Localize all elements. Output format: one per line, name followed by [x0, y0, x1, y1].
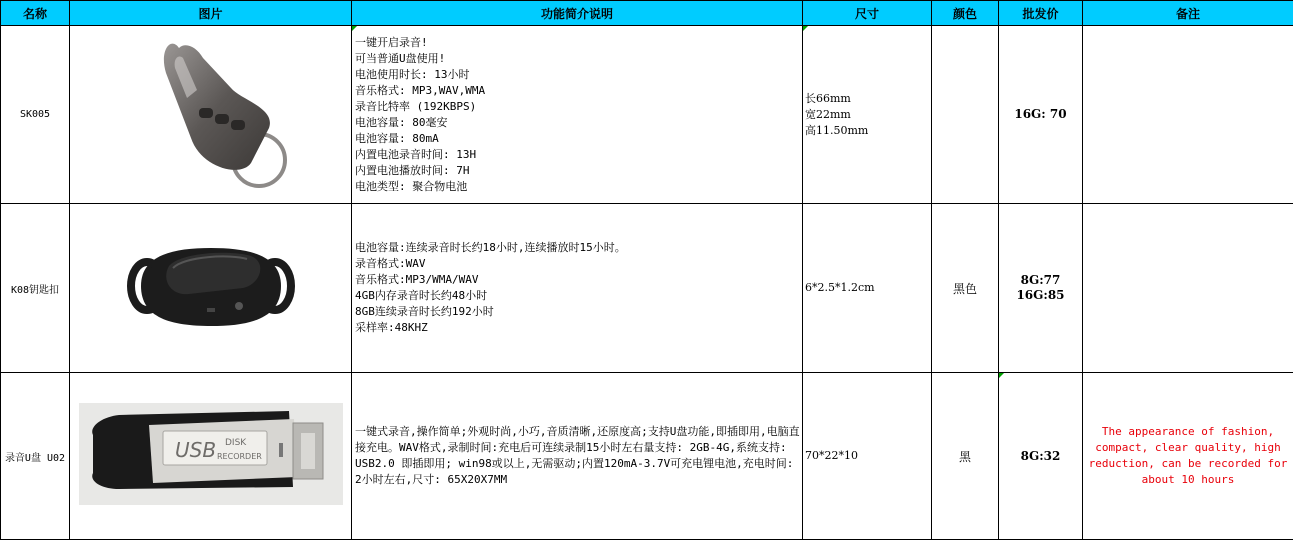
desc-line: 内置电池播放时间: 7H — [355, 163, 802, 179]
product-name-cell[interactable] — [1, 26, 70, 204]
color-cell[interactable] — [932, 373, 999, 540]
header-color: 颜色 — [932, 1, 999, 26]
desc-line: 录音比特率 (192KBPS) — [355, 99, 802, 115]
size-line: 宽22mm — [805, 107, 931, 123]
product-name: SK005 — [20, 109, 50, 120]
comment-marker — [803, 26, 808, 31]
recorder-label: RECORDER — [217, 452, 262, 461]
desc-line: 音乐格式: MP3,WAV,WMA — [355, 83, 802, 99]
product-image-cell[interactable] — [70, 204, 352, 373]
price-line: 16G:85 — [999, 288, 1082, 303]
note-cell[interactable] — [1083, 373, 1293, 540]
desc-line: 电池类型: 聚合物电池 — [355, 179, 802, 195]
comment-marker — [352, 26, 357, 31]
header-price: 批发价 — [999, 1, 1083, 26]
color-cell[interactable] — [932, 204, 999, 373]
product-image-cell[interactable] — [70, 373, 352, 540]
header-row — [1, 1, 1293, 26]
note-cell[interactable] — [1083, 26, 1293, 204]
product-name-cell[interactable] — [1, 204, 70, 373]
price-line: 8G:77 — [999, 273, 1082, 288]
desc-line: 录音格式:WAV — [355, 256, 802, 272]
size-cell[interactable] — [803, 26, 932, 204]
product-image-cell[interactable] — [70, 26, 352, 204]
usb-disk-recorder-icon — [79, 403, 343, 505]
price-line: 8G:32 — [999, 449, 1082, 464]
product-name-cell[interactable] — [1, 373, 70, 540]
color-value: 黑色 — [953, 282, 977, 296]
size-cell[interactable] — [803, 204, 932, 373]
header-name: 名称 — [1, 1, 70, 26]
desc-line: 电池容量: 80毫安 — [355, 115, 802, 131]
desc-line: 一键开启录音! — [355, 35, 802, 51]
size-line: 长66mm — [805, 91, 931, 107]
desc-line: 电池容量: 80mA — [355, 131, 802, 147]
desc-line: 音乐格式:MP3/WMA/WAV — [355, 272, 802, 288]
description-cell[interactable] — [352, 26, 803, 204]
desc-line: 4GB内存录音时长约48小时 — [355, 288, 802, 304]
description-cell[interactable] — [352, 373, 803, 540]
desc-paragraph: 一键式录音,操作简单;外观时尚,小巧,音质清晰,还原度高;支持U盘功能,即插即用,电脑直接充电。WAV格式,录制时间:充电后可连续录制15小时左右量支持: 2GB-4G,系统支持: USB2.0 即插即用; win98或以上,无需驱动;内置120mA-3.7V可充电锂电池,充电时间: 2小时左右,尺寸: 65X20X7MM — [355, 424, 802, 488]
desc-line: 电池容量:连续录音时长约18小时,连续播放时15小时。 — [355, 240, 802, 256]
price-cell[interactable] — [999, 204, 1083, 373]
description-cell[interactable] — [352, 204, 803, 373]
desc-line: 可当普通U盘使用! — [355, 51, 802, 67]
size-line: 70*22*10 — [805, 448, 931, 464]
desc-line: 8GB连续录音时长约192小时 — [355, 304, 802, 320]
price-line: 16G: 70 — [999, 107, 1082, 122]
header-picture: 图片 — [70, 1, 352, 26]
table-row — [1, 204, 1293, 373]
header-size: 尺寸 — [803, 1, 932, 26]
black-key-fob-recorder-icon — [111, 226, 311, 346]
size-cell[interactable] — [803, 373, 932, 540]
price-cell[interactable] — [999, 26, 1083, 204]
table-row — [1, 373, 1293, 540]
color-cell[interactable] — [932, 26, 999, 204]
header-note: 备注 — [1083, 1, 1293, 26]
note-cell[interactable] — [1083, 204, 1293, 373]
color-value: 黑 — [959, 450, 971, 464]
product-name: 录音U盘 U02 — [5, 453, 65, 464]
desc-line: 内置电池录音时间: 13H — [355, 147, 802, 163]
disk-label: DISK — [225, 438, 247, 448]
comment-marker — [999, 373, 1004, 378]
desc-line: 电池使用时长: 13小时 — [355, 67, 802, 83]
usb-logo-text: USB — [175, 438, 216, 462]
product-name: K08钥匙扣 — [11, 285, 59, 296]
price-cell[interactable] — [999, 373, 1083, 540]
note-value: The appearance of fashion, compact, clear quality, high reduction, can be recorded for about 10 hours — [1089, 425, 1288, 486]
desc-line: 采样率:48KHZ — [355, 320, 802, 336]
header-description: 功能简介说明 — [352, 1, 803, 26]
keychain-recorder-icon — [111, 28, 311, 198]
size-line: 6*2.5*1.2cm — [805, 280, 931, 296]
size-line: 高11.50mm — [805, 123, 931, 139]
table-row — [1, 26, 1293, 204]
